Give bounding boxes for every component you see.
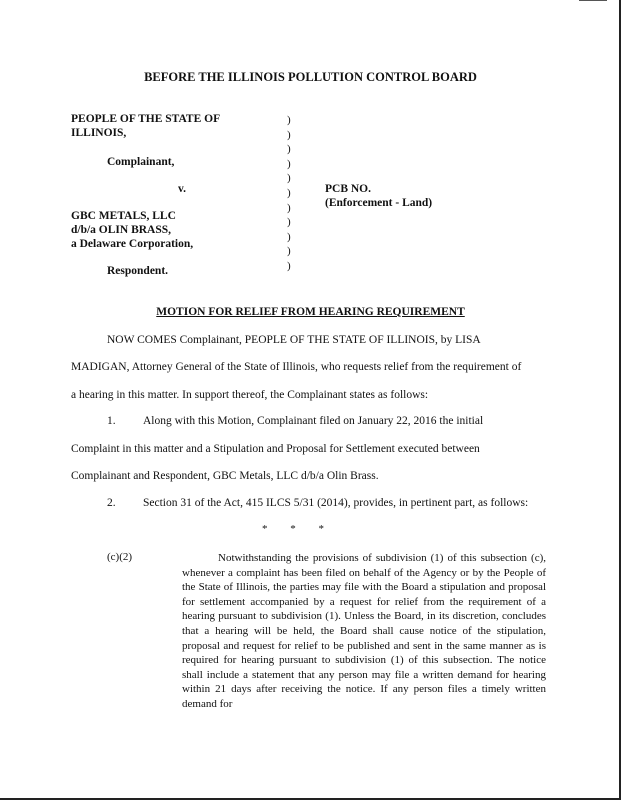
defendant-name-line1: GBC METALS, LLC bbox=[71, 210, 176, 222]
plaintiff-name-line2: ILLINOIS, bbox=[71, 127, 127, 139]
board-title: BEFORE THE ILLINOIS POLLUTION CONTROL BOARD bbox=[144, 70, 477, 84]
case-number: PCB NO. bbox=[325, 183, 371, 195]
statute-quote bbox=[182, 551, 546, 712]
intro-line-1: NOW COMES Complainant, PEOPLE OF THE STATE OF ILLINOIS, by LISA bbox=[107, 334, 481, 346]
complainant-label: Complainant, bbox=[107, 156, 175, 168]
motion-heading: MOTION FOR RELIEF FROM HEARING REQUIREMENT bbox=[156, 306, 465, 318]
plaintiff-name-line1: PEOPLE OF THE STATE OF bbox=[71, 113, 221, 125]
respondent-label: Respondent. bbox=[107, 265, 169, 277]
paragraph-2-number: 2. bbox=[107, 497, 116, 509]
intro-line-3: a hearing in this matter. In support thereof, the Complainant states as follows: bbox=[71, 389, 429, 401]
paragraph-2-line-1: Section 31 of the Act, 415 ILCS 5/31 (2014), provides, in pertinent part, as follows: bbox=[143, 497, 529, 509]
scan-mark bbox=[579, 0, 607, 1]
defendant-name-line2: d/b/a OLIN BRASS, bbox=[71, 224, 172, 236]
quote-label: (c)(2) bbox=[107, 551, 133, 563]
versus-label: v. bbox=[178, 183, 186, 195]
paragraph-1-line-3: Complainant and Respondent, GBC Metals, LLC d/b/a Olin Brass. bbox=[71, 470, 379, 482]
intro-line-2: MADIGAN, Attorney General of the State of Illinois, who requests relief from the requirement of bbox=[71, 361, 522, 373]
paragraph-1-line-2: Complaint in this matter and a Stipulation and Proposal for Settlement executed between bbox=[71, 443, 480, 455]
statute-quote-text: Notwithstanding the provisions of subdivision (1) of this subsection (c), whenever a complaint has been filed on behalf of the Agency or by the People of the State of Illinois, the parties may file with the Board a stipulation and proposal for settlement accompanied by a request for relief from the requirement of a hearing pursuant to subdivision (1). Unless the Board, in its discretion, concludes that a hearing will be held, the Board shall cause notice of the stipulation, proposal and request for relief to be published and sent in the same manner as is required for hearing pursuant to subdivision (1) of this subsection. The notice shall include a statement that any person may file a written demand for hearing within 21 days after receiving the notice. If any person files a timely written demand for bbox=[182, 552, 546, 710]
ellipsis-stars: * * * bbox=[262, 523, 324, 535]
case-type: (Enforcement - Land) bbox=[325, 197, 433, 209]
defendant-name-line3: a Delaware Corporation, bbox=[71, 238, 194, 250]
paragraph-1-line-1: Along with this Motion, Complainant filed on January 22, 2016 the initial bbox=[143, 415, 484, 427]
caption-paren-column: ) ) ) ) ) ) ) ) ) ) ) bbox=[287, 114, 291, 272]
paragraph-1-number: 1. bbox=[107, 415, 116, 427]
